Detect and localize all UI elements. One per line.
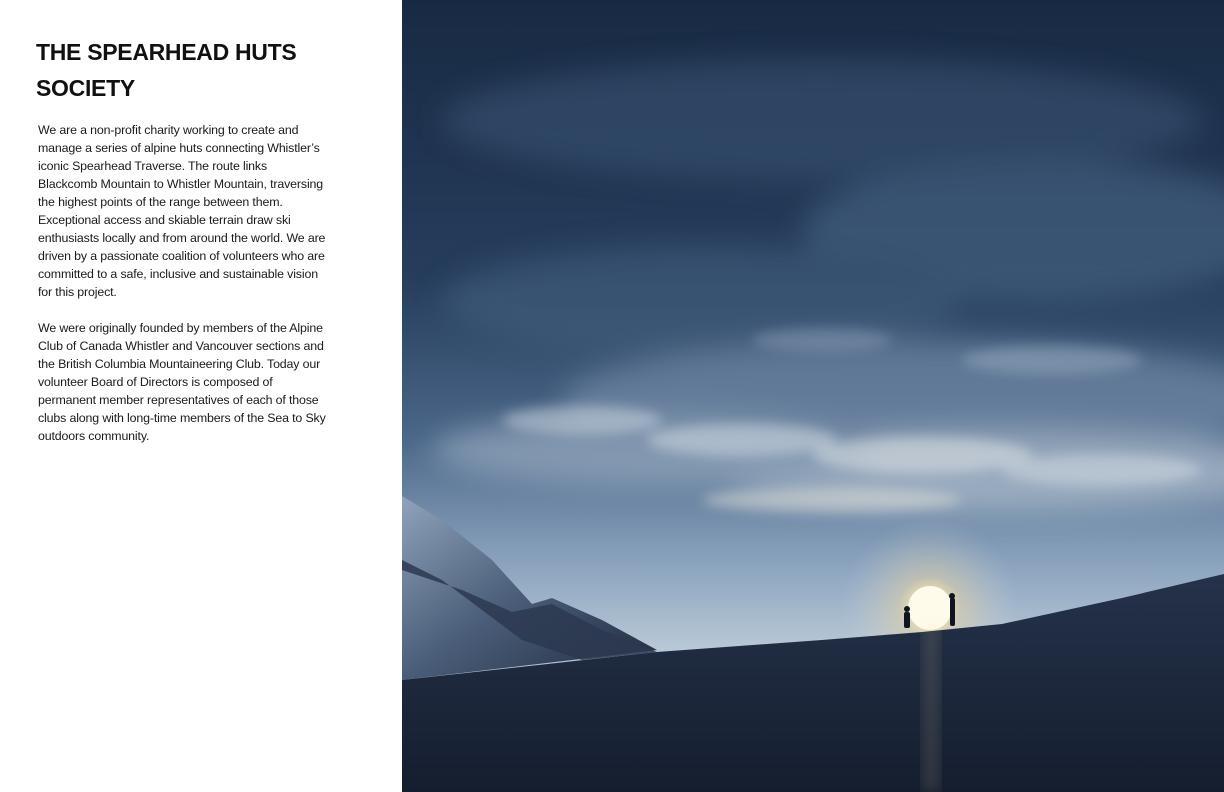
text-column bbox=[0, 0, 402, 792]
history-paragraph: We were originally founded by members of the Alpine Club of Canada Whistler and Vancouver sections and the British Columbia Mountaineering Club. Today our volunteer Board of Directors is composed of permanent member representatives of each of those clubs along with long-time members of the Sea to Sky outdoors community. bbox=[38, 321, 326, 443]
intro-paragraph: We are a non-profit charity working to create and manage a series of alpine huts connecting Whistler’s iconic Spearhead Traverse. The route links Blackcomb Mountain to Whistler Mountain, traversing the highest points of the range between them. Exceptional access and skiable terrain draw ski enthusiasts locally and from around the world. We are driven by a passionate coalition of volunteers who are committed to a safe, inclusive and sustainable vision for this project. bbox=[38, 123, 326, 299]
page-title: THE SPEARHEAD HUTS SOCIETY bbox=[36, 39, 297, 101]
sun-flare bbox=[922, 620, 940, 792]
alpine-sunset-photo bbox=[402, 0, 1224, 792]
